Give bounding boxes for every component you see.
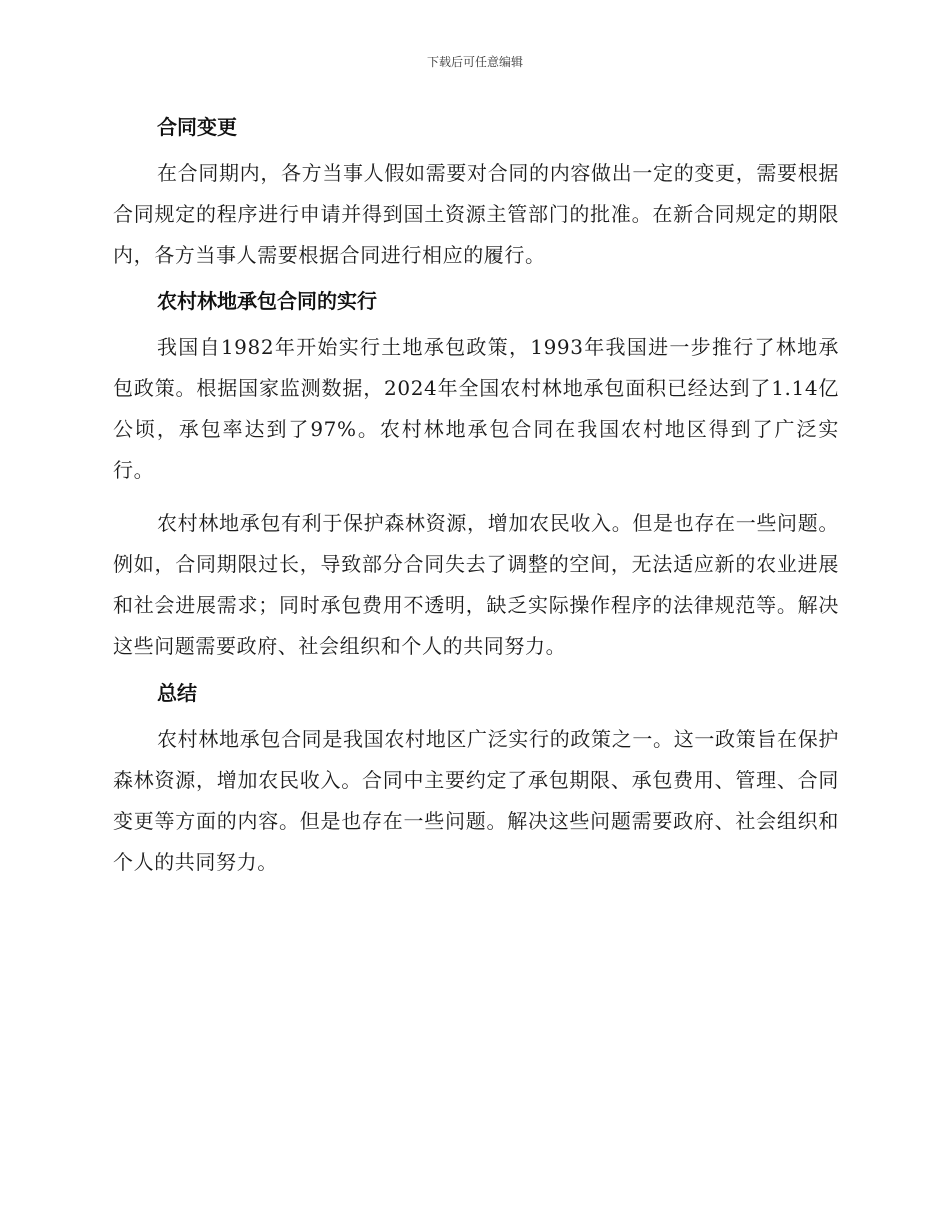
section-heading-contract-change: 合同变更 — [157, 115, 237, 139]
document-body — [113, 110, 839, 883]
section-heading-summary: 总结 — [157, 681, 197, 705]
paragraph-contract-change: 在合同期内，各方当事人假如需要对合同的内容做出一定的变更，需要根据合同规定的程序进行申请并得到国土资源主管部门的批准。在新合同规定的期限内，各方当事人需要根据合同进行相应的履行。 — [113, 161, 839, 267]
paragraph-contract-practice-2: 农村林地承包有利于保护森林资源，增加农民收入。但是也存在一些问题。例如，合同期限过长，导致部分合同失去了调整的空间，无法适应新的农业进展和社会进展需求；同时承包费用不透明，缺乏实际操作程序的法律规范等。解决这些问题需要政府、社会组织和个人的共同努力。 — [113, 511, 839, 658]
page-header: 下载后可任意编辑 — [426, 55, 523, 69]
section-heading-contract-practice: 农村林地承包合同的实行 — [157, 289, 377, 313]
paragraph-summary: 农村林地承包合同是我国农村地区广泛实行的政策之一。这一政策旨在保护森林资源，增加农民收入。合同中主要约定了承包期限、承包费用、管理、合同变更等方面的内容。但是也存在一些问题。解决这些问题需要政府、社会组织和个人的共同努力。 — [113, 727, 839, 874]
paragraph-contract-practice-1: 我国自1982年开始实行土地承包政策，1993年我国进一步推行了林地承包政策。根据国家监测数据，2024年全国农村林地承包面积已经达到了1.14亿公顷，承包率达到了97%。农村林地承包合同在我国农村地区得到了广泛实行。 — [113, 335, 839, 482]
